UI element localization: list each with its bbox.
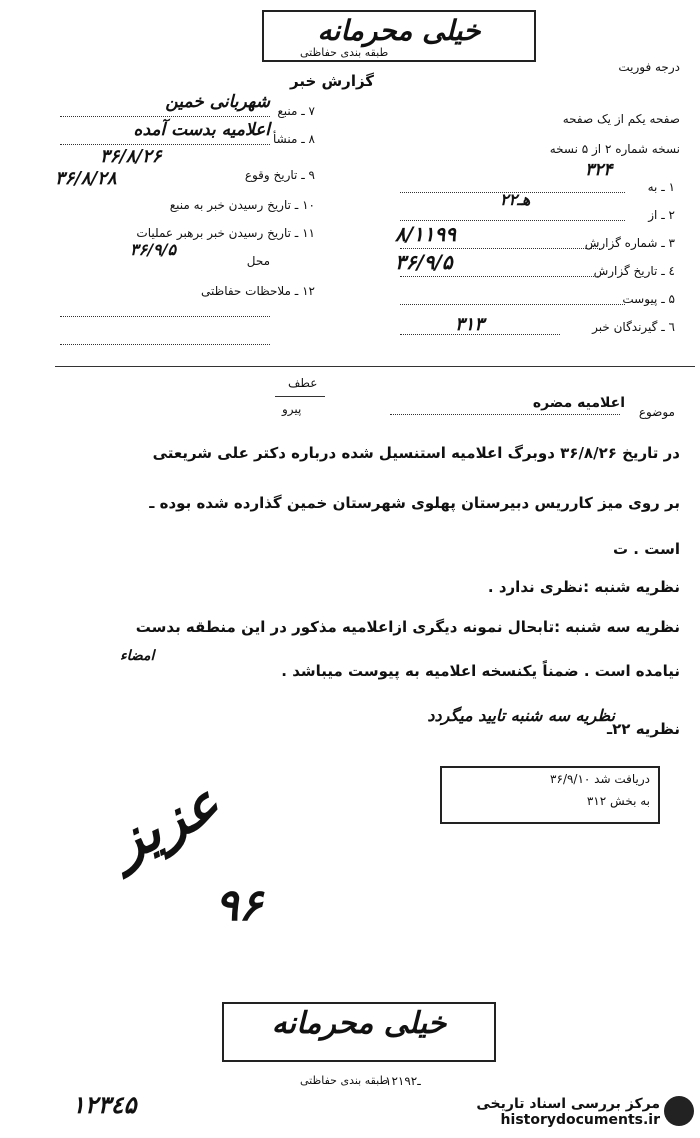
watermark-org: مرکز بررسی اسناد تاریخی [476, 1096, 660, 1112]
watermark [476, 1096, 660, 1128]
field-label-origin: ۸ ـ منشأ [272, 132, 315, 146]
header-separator [55, 366, 695, 367]
field-value-origin: اعلامیه بدست آمده [133, 120, 270, 140]
body-line-3: است . ت [613, 540, 680, 558]
field-value-occurrence-date: ۳۶/۸/۲۶ [100, 146, 162, 167]
signature-2: ۹۶ [215, 880, 263, 931]
initial-mark: امضاء [120, 648, 155, 664]
bottom-stamp-text: خیلی محرمانه [271, 1006, 447, 1041]
right-label-from: ۲ ـ از [648, 208, 675, 222]
signature-1: عزیز [101, 769, 230, 877]
top-classification-caption: طبقه بندی حفاظتی [300, 46, 389, 59]
right-value-report-date: ۳۶/۹/۵ [395, 250, 453, 274]
right-value-to: ۳۲۴ [585, 160, 613, 180]
subject-value: اعلامیه مضره [532, 395, 625, 411]
receipt-stamp-line-2: به بخش ۳۱۲ [586, 794, 650, 808]
right-label-attachment: ۵ ـ پیوست [622, 292, 675, 306]
atf-label: عطف [288, 376, 318, 390]
bottom-classification-caption: طبقه بندی حفاظتی [300, 1074, 389, 1087]
field-label-occurrence-date: ۹ ـ تاریخ وقوع [244, 168, 315, 182]
field-value-source: شهربانی خمین [165, 92, 270, 112]
report-title: گزارش خبر [290, 72, 375, 90]
opinion-tuesday-cont: نیامده است . ضمناً یکنسخه اعلامیه به پیوست میباشد . [281, 662, 680, 680]
body-line-1: در تاریخ ۳۶/۸/۲۶ دوبرگ اعلامیه استنسیل شده درباره دکتر علی شریعتی [152, 444, 680, 462]
field-label-source: ۷ ـ منبع [277, 104, 315, 118]
opinion-22-handwriting: نظریه سه شنبه تایید میگردد [427, 706, 615, 725]
priority-label: درجه فوریت [618, 60, 680, 74]
watermark-logo-icon [664, 1096, 694, 1126]
subject-label: موضوع [638, 405, 675, 419]
receipt-stamp-line-1: دریافت شد ۳۶/۹/۱۰ [550, 772, 650, 786]
pirow-label: پیرو [282, 402, 302, 416]
field-value-source-date: ۳۶/۸/۲۸ [55, 168, 117, 189]
page-line: صفحه یکم از یک صفحه [562, 112, 680, 126]
opinion-saturday: نظریه شنبه :نظری ندارد . [487, 578, 680, 596]
field-value-operations-date: ۳۶/۹/۵ [130, 240, 177, 259]
bottom-classification-stamp [222, 1002, 496, 1062]
top-stamp-text: خیلی محرمانه [317, 14, 481, 47]
field-label-source-date: ۱۰ ـ تاریخ رسیدن خبر به منبع [169, 198, 315, 212]
right-label-report-date: ٤ ـ تاریخ گزارش [593, 264, 675, 278]
field-label-security-notes: ۱۲ ـ ملاحظات حفاظتی [201, 284, 315, 298]
watermark-url: historydocuments.ir [500, 1112, 660, 1128]
body-line-2: بر روی میز کارریس دبیرستان پهلوی شهرستان خمین گذارده شده بوده ـ [149, 494, 680, 512]
archive-number: ۱۲۳٤۵ [72, 1090, 137, 1119]
opinion-22-label: نظریه ۲۲ـ [607, 720, 680, 738]
right-value-recipients: ۳۱۳ [455, 314, 485, 335]
right-label-recipients: ٦ ـ گیرندگان خبر [592, 320, 675, 334]
right-label-report-number: ۳ ـ شماره گزارش [584, 236, 675, 250]
opinion-tuesday: نظریه سه شنبه :تابحال نمونه دیگری ازاعلامیه مذکور در این منطقه بدست [135, 618, 680, 636]
form-code: ۱۲۱ـ۹۲ [385, 1074, 421, 1088]
right-value-from: ۲۲هـ [500, 190, 531, 209]
field-label-location: محل [246, 254, 270, 268]
right-value-report-number: ۸/۱۱۹۹ [395, 222, 457, 246]
right-label-to: ۱ ـ به [647, 180, 675, 194]
receipt-stamp [440, 766, 660, 824]
copy-line: نسخه شماره ۲ از ۵ نسخه [549, 142, 680, 156]
field-label-operations-date: ۱۱ ـ تاریخ رسیدن خبر برهبر عملیات [136, 226, 315, 240]
